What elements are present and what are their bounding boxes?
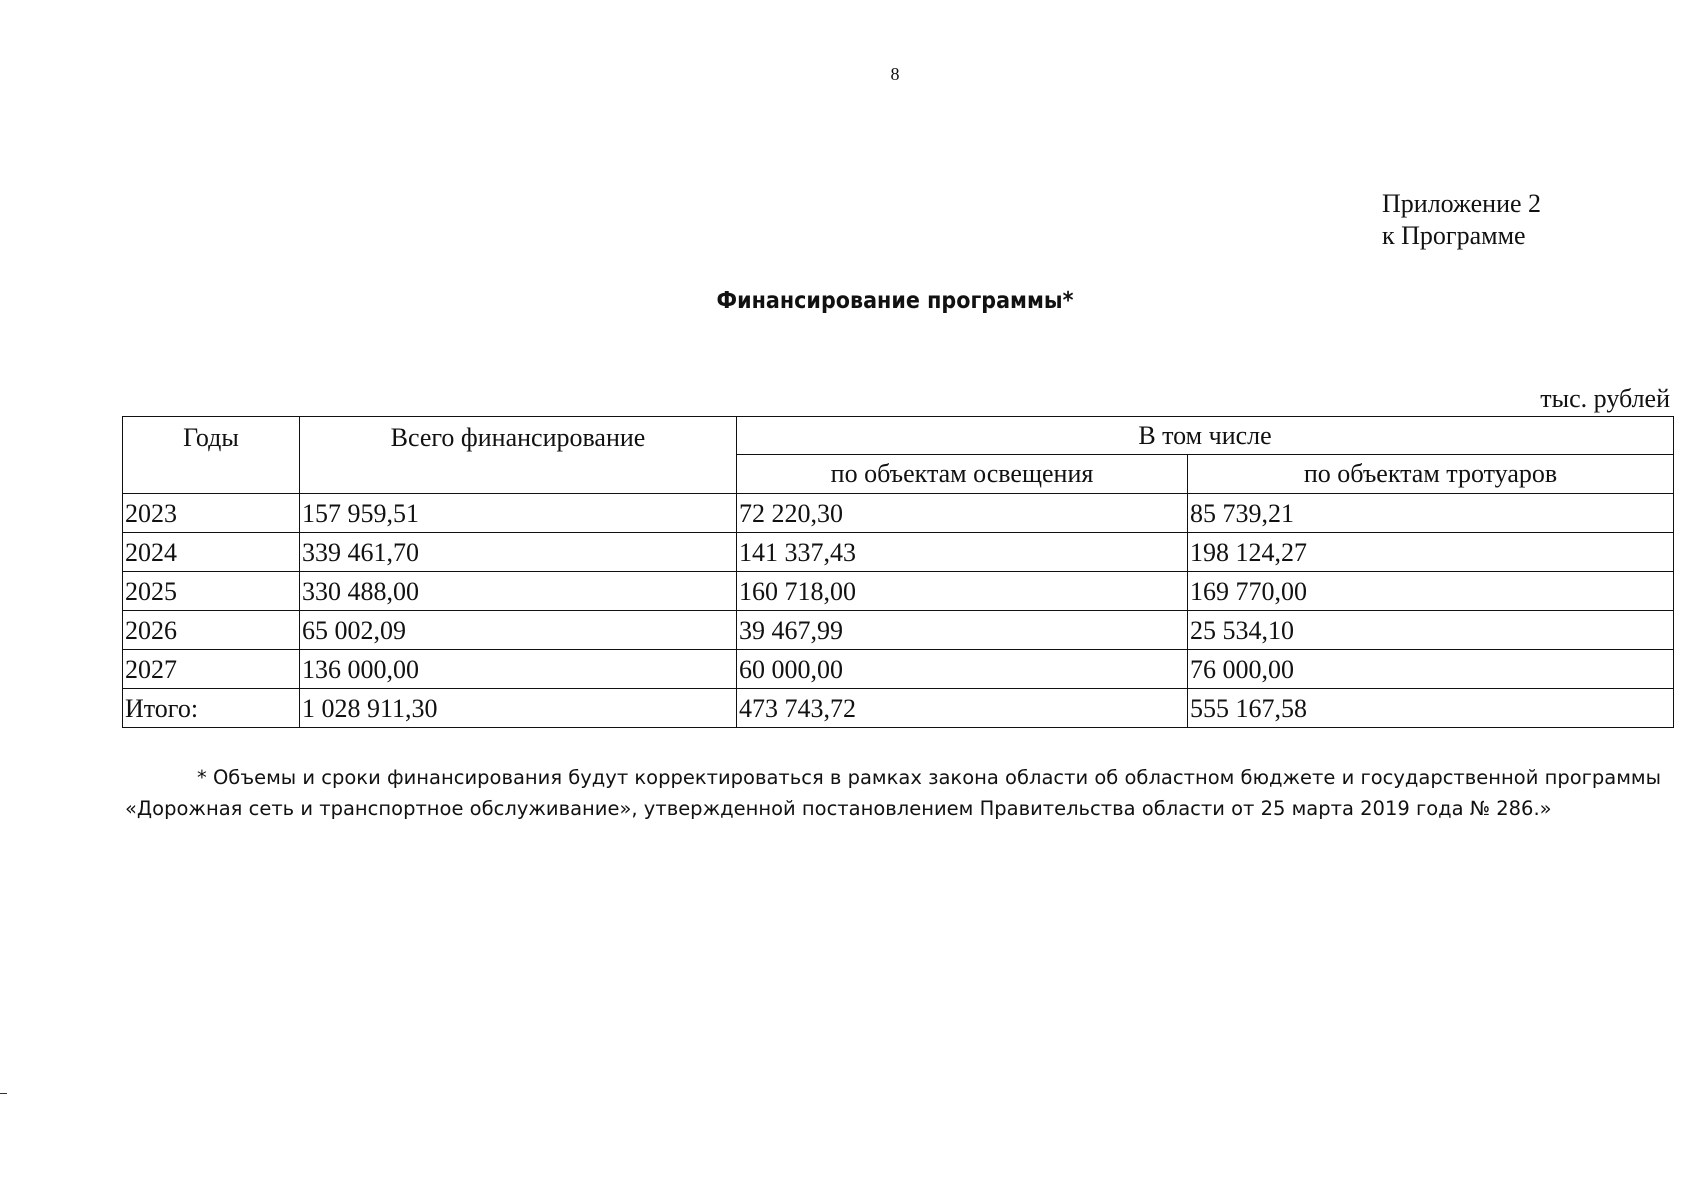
- header-including: В том числе: [737, 417, 1674, 455]
- footnote-line-2: «Дорожная сеть и транспортное обслуживание», утвержденной постановлением Правительства области от 25 марта 2019 года № 286.»: [125, 797, 1552, 820]
- cell-lighting: 72 220,30: [737, 494, 1188, 533]
- cell-sidewalks: 198 124,27: [1188, 533, 1674, 572]
- header-lighting: по объектам освещения: [737, 455, 1188, 494]
- cell-sidewalks: 76 000,00: [1188, 650, 1674, 689]
- cell-lighting: 473 743,72: [737, 689, 1188, 728]
- table-row: [123, 572, 1674, 611]
- scan-artifact: [0, 1093, 7, 1094]
- cell-total: 136 000,00: [300, 650, 737, 689]
- appendix-line-2: к Программе: [1382, 221, 1526, 250]
- cell-year: 2024: [123, 533, 300, 572]
- cell-year: 2026: [123, 611, 300, 650]
- appendix-line-1: Приложение 2: [1382, 189, 1542, 218]
- cell-year: 2023: [123, 494, 300, 533]
- document-title: Финансирование программы*: [716, 288, 1074, 314]
- cell-lighting: 141 337,43: [737, 533, 1188, 572]
- cell-year: 2027: [123, 650, 300, 689]
- cell-total: 65 002,09: [300, 611, 737, 650]
- footnote-line-1: * Объемы и сроки финансирования будут корректироваться в рамках закона области об областном бюджете и государственной программы: [197, 766, 1662, 789]
- table-row: [123, 611, 1674, 650]
- cell-total: 157 959,51: [300, 494, 737, 533]
- cell-year: 2025: [123, 572, 300, 611]
- table-row: [123, 533, 1674, 572]
- cell-sidewalks: 169 770,00: [1188, 572, 1674, 611]
- table-total-row: [123, 689, 1674, 728]
- cell-lighting: 160 718,00: [737, 572, 1188, 611]
- cell-sidewalks: 25 534,10: [1188, 611, 1674, 650]
- cell-total: 1 028 911,30: [300, 689, 737, 728]
- table-row: [123, 494, 1674, 533]
- header-total: Всего финансирование: [300, 417, 737, 494]
- cell-total: 330 488,00: [300, 572, 737, 611]
- cell-lighting: 60 000,00: [737, 650, 1188, 689]
- cell-lighting: 39 467,99: [737, 611, 1188, 650]
- cell-total: 339 461,70: [300, 533, 737, 572]
- appendix-label: [1382, 188, 1541, 252]
- cell-sidewalks: 555 167,58: [1188, 689, 1674, 728]
- page-number: 8: [890, 64, 900, 84]
- table-row: [123, 650, 1674, 689]
- financing-table: [122, 416, 1674, 728]
- units-label: тыс. рублей: [1540, 384, 1670, 413]
- cell-year: Итого:: [123, 689, 300, 728]
- cell-sidewalks: 85 739,21: [1188, 494, 1674, 533]
- header-years: Годы: [123, 417, 300, 494]
- header-sidewalks: по объектам тротуаров: [1188, 455, 1674, 494]
- table-header-row: [123, 417, 1674, 455]
- footnote: [125, 762, 1673, 824]
